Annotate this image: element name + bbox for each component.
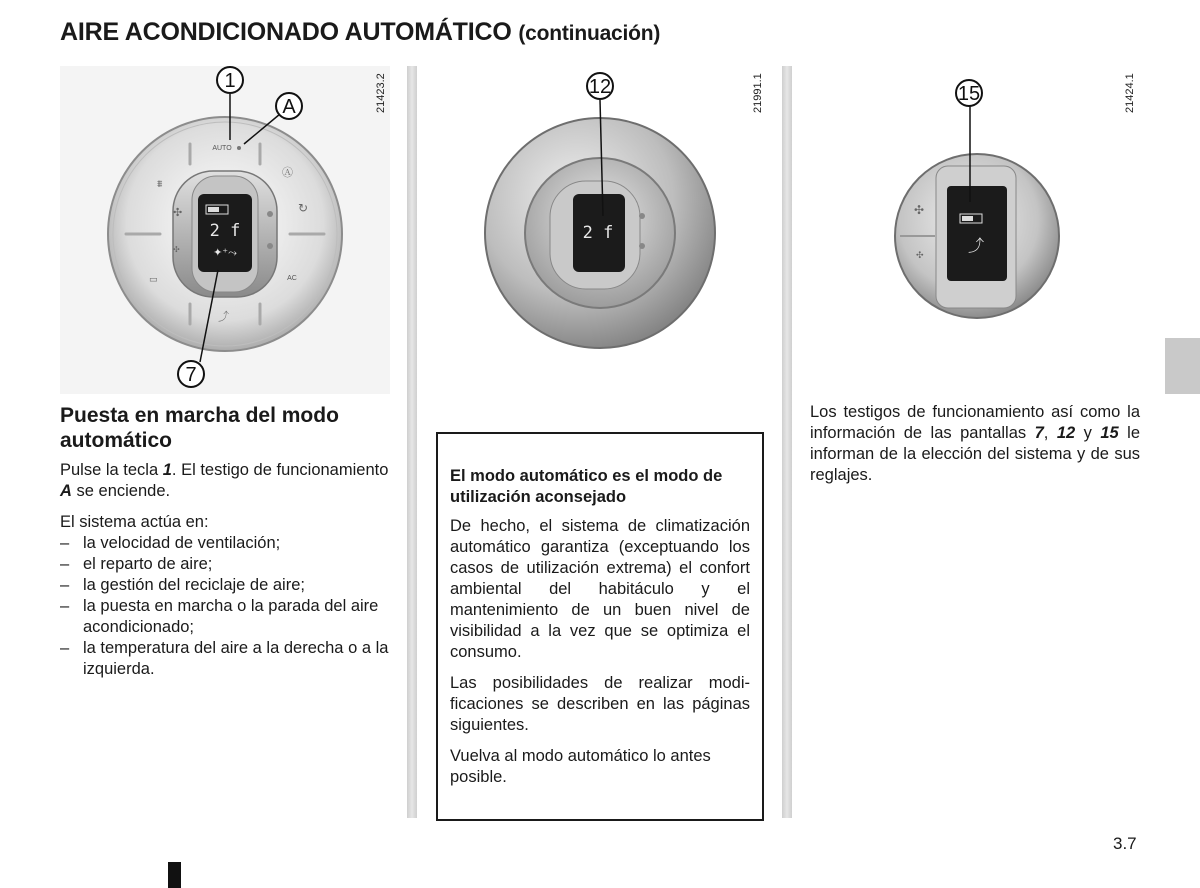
fan-low-icon: ✣ — [173, 245, 180, 254]
auto-recirc-icon: Ⓐ — [282, 166, 293, 179]
climate-control-illustration — [60, 66, 390, 394]
callout-12: 12 — [588, 76, 612, 98]
ref-indicator-A: A — [60, 482, 72, 500]
list-item: – el reparto de aire; — [60, 554, 390, 575]
figure-ref-2: 21991.1 — [752, 73, 764, 113]
temperature-dial-illustration — [430, 66, 770, 366]
box-heading: El modo automático es el modo de utilización aconsejado — [450, 467, 723, 506]
box-paragraph: De hecho, el sistema de climatización automático garantiza (exceptuando los casos de utilización extrema) el confort ambiental del habitáculo y el mantenimiento de un buen nivel de visibilidad a la vez que se optimiza el consumo. — [450, 517, 750, 661]
dial-display-digits: 2 f — [582, 223, 614, 243]
callout-1: 1 — [224, 70, 236, 92]
ventilation-screen-illustration — [800, 66, 1140, 336]
crop-mark — [168, 862, 181, 888]
fan-icon-small: ✣ — [916, 251, 924, 261]
figure-ref-1: 21423.2 — [375, 73, 387, 113]
svg-text:✦⁺⤳: ✦⁺⤳ — [213, 246, 237, 259]
intro-paragraph: Pulse la tecla 1. El testigo de funcionamiento A se enciende. — [60, 461, 389, 500]
callout-15: 15 — [957, 83, 981, 105]
air-distribution-icon: ⤴ — [218, 310, 229, 323]
ac-label: AC — [287, 275, 297, 282]
section-heading: Puesta en marcha del modo automático — [60, 404, 339, 452]
list-item: – la puesta en marcha o la parada del aire acondicionado; — [60, 596, 390, 638]
box-paragraph: Vuelva al modo automático lo antes posible. — [450, 747, 711, 786]
list-item: – la temperatura del aire a la derecha o a la izquierda. — [60, 638, 390, 680]
page-title-suffix: (continuación) — [518, 22, 661, 45]
left-column-body — [60, 460, 390, 680]
right-column-body: Los testigos de funcionamiento así como la información de las pantallas 7, 12 y 15 le informan de la elección del sistema y de sus reglajes. — [810, 403, 1140, 484]
page-number: 3.7 — [1113, 834, 1137, 853]
display-temperature-digits: 2 f — [209, 221, 241, 241]
ref-display-12: 12 — [1056, 424, 1076, 442]
column-divider-right — [782, 66, 792, 818]
chapter-tab — [1165, 338, 1200, 394]
page-title-main: AIRE ACONDICIONADO AUTOMÁTICO — [60, 18, 512, 46]
list-intro: El sistema actúa en: — [60, 513, 209, 531]
column-divider-left — [407, 66, 417, 818]
fan-icon: ✣ — [173, 206, 183, 219]
figure-ref-3: 21424.1 — [1124, 73, 1136, 113]
rear-defrost-icon: ▭ — [149, 275, 158, 285]
list-item: – la velocidad de ventilación; — [60, 533, 390, 554]
auto-label: AUTO — [212, 145, 232, 152]
figure-dial-panel — [430, 66, 770, 366]
figure-screen-panel — [800, 66, 1140, 336]
defrost-icon: ⩩ — [157, 179, 163, 190]
page-title — [60, 18, 660, 47]
recommendation-box — [436, 432, 764, 821]
system-actions-list — [60, 533, 390, 680]
list-item: – la gestión del reciclaje de aire; — [60, 575, 390, 596]
recirculation-icon: ↻ — [298, 201, 309, 215]
callout-A: A — [282, 96, 296, 118]
box-paragraph: Las posibilidades de realizar modificaciones se describen en las páginas siguientes. — [450, 674, 750, 734]
ref-key-1: 1 — [162, 461, 172, 479]
airflow-icon: ⤴ — [967, 236, 985, 255]
figure-climate-panel — [60, 66, 390, 394]
fan-icon-large: ✣ — [914, 203, 925, 217]
callout-7: 7 — [185, 364, 197, 386]
ref-display-7: 7 — [1034, 424, 1044, 442]
ref-display-15: 15 — [1100, 424, 1119, 442]
